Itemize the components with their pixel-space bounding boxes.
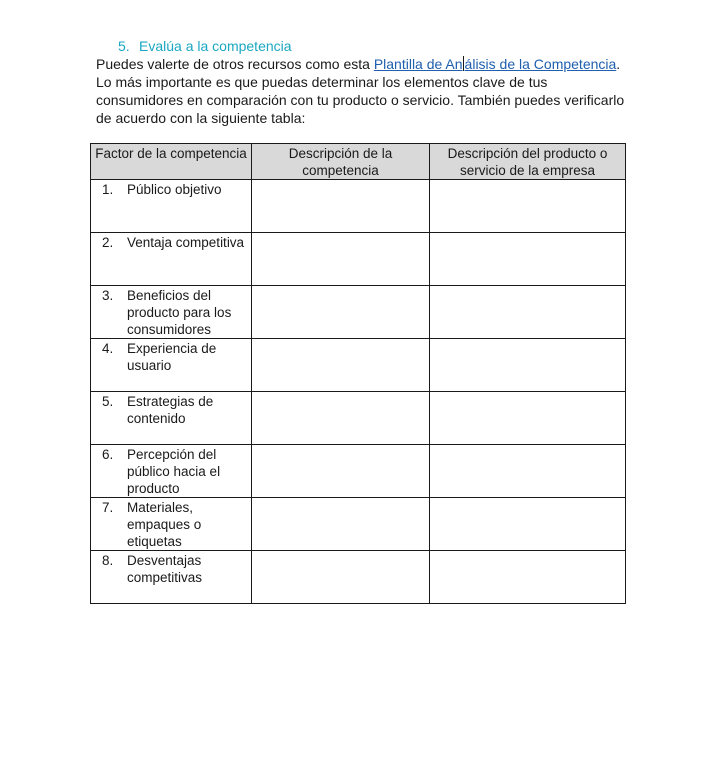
row-number: 2. bbox=[102, 235, 114, 250]
table-row bbox=[91, 180, 626, 233]
factor-cell[interactable] bbox=[91, 392, 252, 445]
row-number: 1. bbox=[102, 182, 114, 197]
table-row bbox=[91, 498, 626, 551]
factor-label: Percepción del público hacia el producto bbox=[127, 447, 221, 496]
competition-cell[interactable] bbox=[252, 392, 430, 445]
factor-cell[interactable] bbox=[91, 339, 252, 392]
table-row bbox=[91, 286, 626, 339]
section-heading bbox=[118, 38, 292, 54]
company-cell[interactable] bbox=[430, 339, 626, 392]
table-row bbox=[91, 339, 626, 392]
factor-cell[interactable] bbox=[91, 445, 252, 498]
competition-cell[interactable] bbox=[252, 180, 430, 233]
header-company-description: Descripción del producto o servicio de la empresa bbox=[430, 144, 626, 180]
factor-label: Desventajas competitivas bbox=[127, 553, 203, 585]
company-cell[interactable] bbox=[430, 233, 626, 286]
header-factor: Factor de la competencia bbox=[91, 144, 252, 180]
row-number: 7. bbox=[102, 500, 114, 515]
table-row bbox=[91, 445, 626, 498]
competition-cell[interactable] bbox=[252, 551, 430, 604]
factor-label: Estrategias de contenido bbox=[127, 394, 214, 426]
table-row bbox=[91, 392, 626, 445]
factor-label: Público objetivo bbox=[127, 182, 222, 197]
intro-text-after-link: . Lo más importante es que puedas determinar los elementos clave de tus consumidores en comparación con tu producto o servicio. También puedes verificarlo de acuerdo con la siguiente tabla: bbox=[96, 56, 625, 126]
company-cell[interactable] bbox=[430, 551, 626, 604]
template-link[interactable] bbox=[374, 56, 616, 72]
competition-table bbox=[90, 143, 626, 604]
competition-cell[interactable] bbox=[252, 498, 430, 551]
row-number: 8. bbox=[102, 553, 114, 568]
table-row bbox=[91, 233, 626, 286]
factor-label: Experiencia de usuario bbox=[127, 341, 217, 373]
factor-label: Ventaja competitiva bbox=[127, 235, 245, 250]
competition-cell[interactable] bbox=[252, 445, 430, 498]
company-cell[interactable] bbox=[430, 445, 626, 498]
factor-label: Beneficios del producto para los consumidores bbox=[127, 288, 232, 337]
competition-cell[interactable] bbox=[252, 339, 430, 392]
company-cell[interactable] bbox=[430, 392, 626, 445]
row-number: 3. bbox=[102, 288, 114, 303]
competition-cell[interactable] bbox=[252, 233, 430, 286]
company-cell[interactable] bbox=[430, 286, 626, 339]
factor-cell[interactable] bbox=[91, 551, 252, 604]
table-row bbox=[91, 551, 626, 604]
factor-label: Materiales, empaques o etiquetas bbox=[127, 500, 202, 549]
factor-cell[interactable] bbox=[91, 180, 252, 233]
template-link-text-start: Plantilla de An bbox=[373, 56, 463, 72]
company-cell[interactable] bbox=[430, 180, 626, 233]
intro-text-before-link: Puedes valerte de otros recursos como esta bbox=[96, 56, 374, 72]
competition-cell[interactable] bbox=[252, 286, 430, 339]
row-number: 6. bbox=[102, 447, 114, 462]
template-link-text-end: álisis de la Competencia bbox=[464, 56, 617, 72]
section-title: Evalúa a la competencia bbox=[139, 38, 292, 54]
factor-cell[interactable] bbox=[91, 498, 252, 551]
factor-cell[interactable] bbox=[91, 286, 252, 339]
row-number: 5. bbox=[102, 394, 114, 409]
table-header-row bbox=[91, 144, 626, 180]
intro-paragraph bbox=[96, 55, 636, 127]
header-competition-description: Descripción de la competencia bbox=[252, 144, 430, 180]
row-number: 4. bbox=[102, 341, 114, 356]
section-number: 5. bbox=[118, 38, 130, 54]
factor-cell[interactable] bbox=[91, 233, 252, 286]
company-cell[interactable] bbox=[430, 498, 626, 551]
